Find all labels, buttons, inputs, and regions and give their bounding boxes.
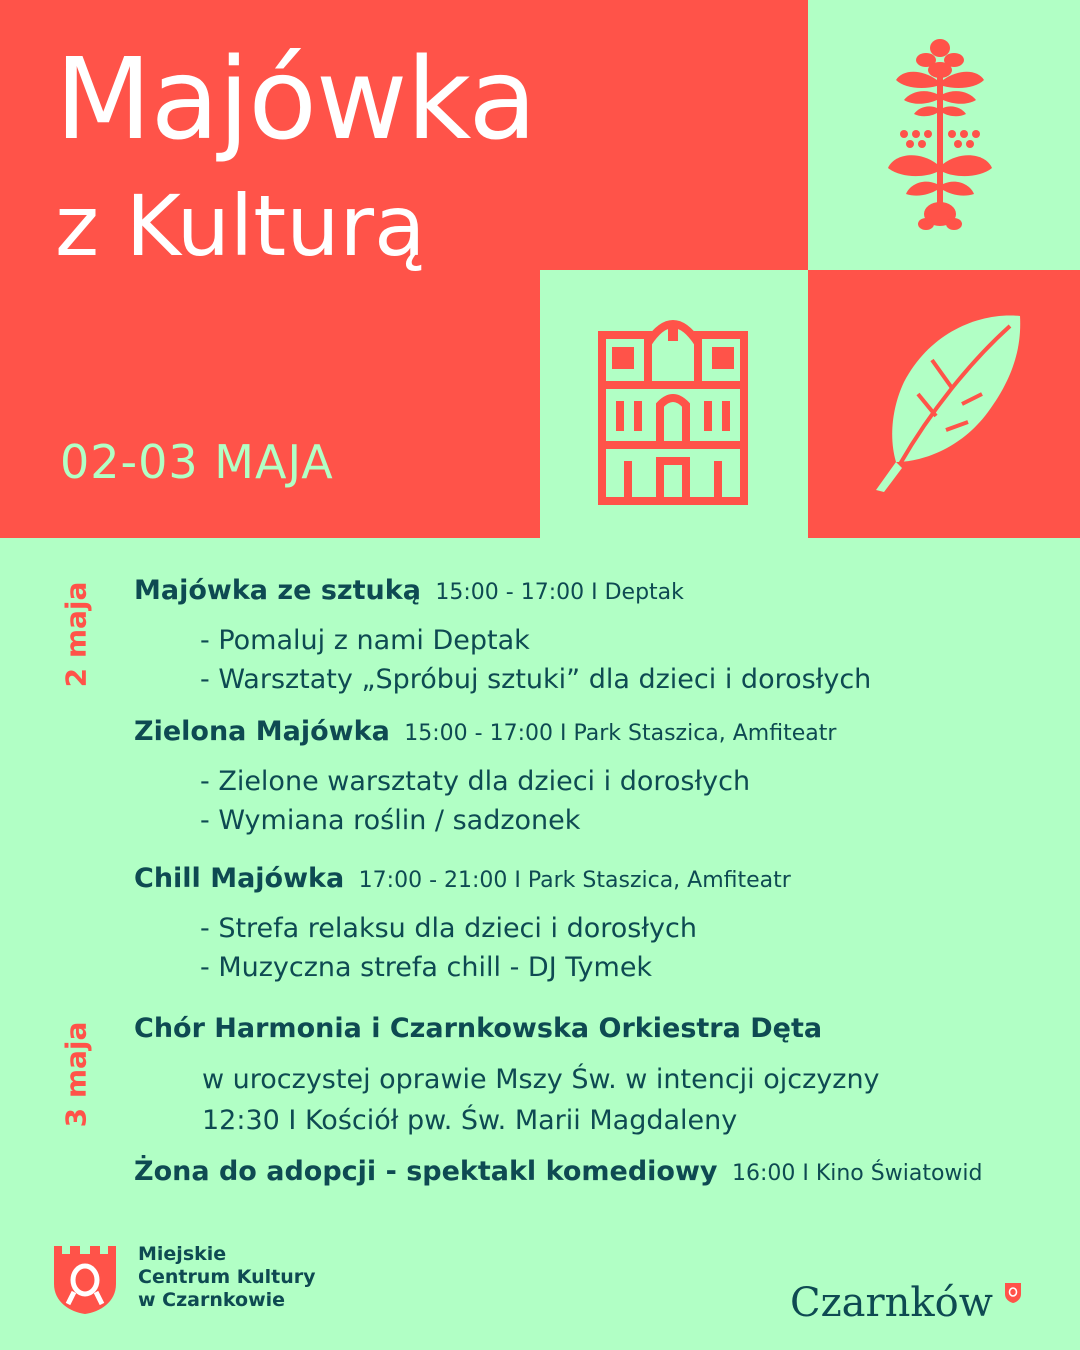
event-header	[134, 716, 836, 747]
event-header	[134, 863, 791, 894]
event-title: Chór Harmonia i Czarnkowska Orkiestra Dęta	[134, 1013, 823, 1044]
event-item: - Zielone warsztaty dla dzieci i dorosłych	[200, 766, 751, 797]
organizer-line: Miejskie	[138, 1243, 227, 1265]
building-icon	[598, 305, 748, 505]
event-header	[134, 1013, 822, 1044]
event-time-place: 15:00 - 17:00 I Park Staszica, Amfiteatr	[404, 721, 837, 746]
poster-subtitle: z Kulturą	[55, 177, 426, 275]
day-label-3-maja: 3 maja	[59, 1021, 93, 1128]
organizer-name	[138, 1243, 316, 1312]
event-item: - Warsztaty „Spróbuj sztuki” dla dzieci i dorosłych	[200, 664, 872, 695]
czarnkow-crest-icon	[1004, 1282, 1022, 1304]
event-description: w uroczystej oprawie Mszy Św. w intencji ojczyzny	[202, 1064, 880, 1095]
event-title: Żona do adopcji - spektakl komediowy	[134, 1156, 718, 1187]
event-item: - Pomaluj z nami Deptak	[200, 625, 530, 656]
event-title: Chill Majówka	[134, 863, 345, 894]
event-item: - Muzyczna strefa chill - DJ Tymek	[200, 952, 653, 983]
event-dates: 02-03 MAJA	[60, 435, 334, 489]
event-header	[134, 575, 684, 606]
city-wordmark: Czarnków	[790, 1280, 993, 1326]
event-title: Zielona Majówka	[134, 716, 390, 747]
organizer-line: Centrum Kultury	[138, 1266, 316, 1288]
day-label-2-maja: 2 maja	[59, 581, 93, 688]
event-time-place: 16:00 I Kino Światowid	[731, 1161, 983, 1186]
feather-icon	[870, 312, 1030, 492]
event-time-place: 15:00 - 17:00 I Deptak	[435, 580, 684, 605]
mck-crest-icon	[52, 1244, 118, 1316]
event-time-place: 12:30 I Kościół pw. Św. Marii Magdaleny	[202, 1105, 738, 1136]
organizer-line: w Czarnkowie	[138, 1289, 286, 1311]
event-header	[134, 1156, 982, 1187]
event-time-place: 17:00 - 21:00 I Park Staszica, Amfiteatr	[358, 868, 791, 893]
event-item: - Strefa relaksu dla dzieci i dorosłych	[200, 913, 697, 944]
event-item: - Wymiana roślin / sadzonek	[200, 805, 581, 836]
event-title: Majówka ze sztuką	[134, 575, 421, 606]
flower-folk-icon	[880, 38, 1000, 234]
poster-title: Majówka	[55, 35, 537, 165]
